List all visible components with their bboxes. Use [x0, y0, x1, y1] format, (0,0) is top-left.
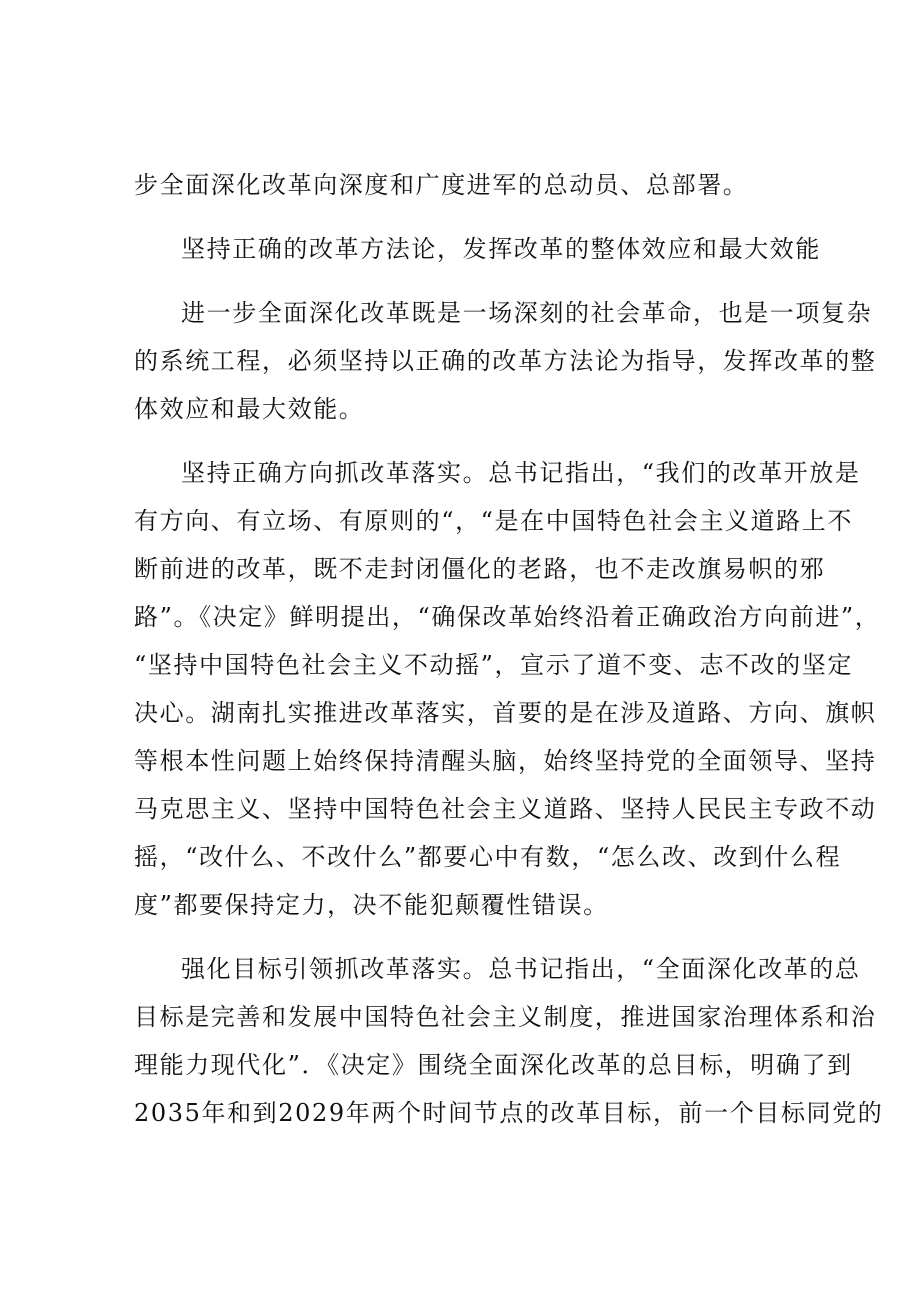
text-line: 决心。湖南扎实推进改革落实，首要的是在涉及道路、方向、旗帜 [134, 699, 877, 727]
text-line: 进一步全面深化改革既是一场深刻的社会革命，也是一项复杂 [181, 299, 873, 327]
text-line: 坚持正确方向抓改革落实。总书记指出，“我们的改革开放是 [181, 459, 861, 487]
text-line: 理能力现代化”．《决定》围绕全面深化改革的总目标，明确了到 [134, 1051, 853, 1079]
text-line: 步全面深化改革向深度和广度进军的总动员、总部署。 [134, 171, 749, 199]
text-line: 体效应和最大效能。 [134, 395, 365, 423]
text-line: 路”。《决定》鲜明提出，“确保改革始终沿着正确政治方向前进”， [134, 603, 881, 631]
text-line: 有方向、有立场、有原则的“，“是在中国特色社会主义道路上不 [134, 507, 853, 535]
text-line: 2035年和到2029年两个时间节点的改革目标，前一个目标同党的 [134, 1099, 884, 1127]
section-heading: 坚持正确的改革方法论，发挥改革的整体效应和最大效能 [181, 235, 821, 263]
text-line: “坚持中国特色社会主义不动摇”，宣示了道不变、志不改的坚定 [134, 651, 853, 679]
text-line: 目标是完善和发展中国特色社会主义制度，推进国家治理体系和治 [134, 1003, 877, 1031]
text-line: 等根本性问题上始终保持清醒头脑，始终坚持党的全面领导、坚持 [134, 747, 877, 775]
text-line: 度”都要保持定力，决不能犯颠覆性错误。 [134, 891, 609, 919]
text-line: 马克思主义、坚持中国特色社会主义道路、坚持人民民主专政不动 [134, 795, 877, 823]
text-line: 断前进的改革，既不走封闭僵化的老路，也不走改旗易帜的邪 [134, 555, 826, 583]
text-line: 强化目标引领抓改革落实。总书记指出，“全面深化改革的总 [181, 955, 861, 983]
text-line: 的系统工程，必须坚持以正确的改革方法论为指导，发挥改革的整 [134, 347, 877, 375]
text-line: 摇，“改什么、不改什么”都要心中有数，“怎么改、改到什么程 [134, 843, 842, 871]
